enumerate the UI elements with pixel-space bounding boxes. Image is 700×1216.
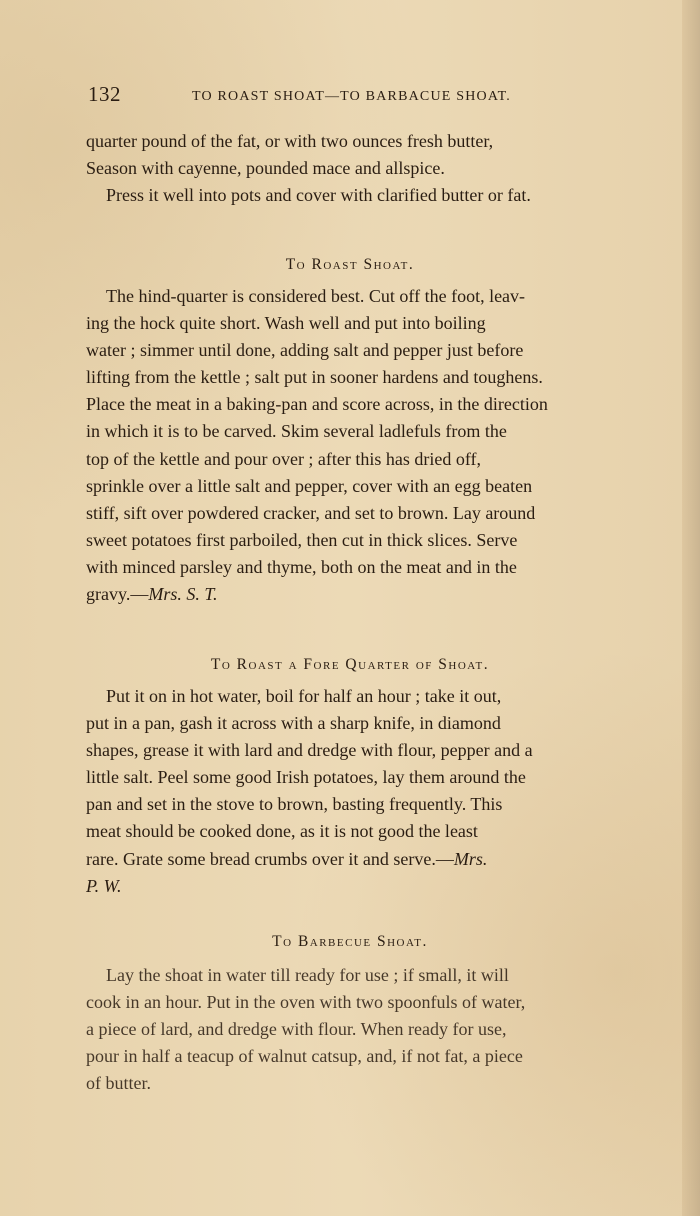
page-header [88, 82, 622, 110]
text-fragment: gravy.— [86, 584, 149, 605]
section-roast-fore-quarter-paragraph [86, 683, 678, 900]
text-line: stiff, sift over powdered cracker, and set to brown. Lay around [86, 502, 536, 523]
text-line: water ; simmer until done, adding salt and pepper just before [86, 340, 524, 361]
text-fragment: rare. Grate some bread crumbs over it and serve.— [86, 848, 454, 869]
text-line: in which it is to be carved. Skim several ladlefuls from the [86, 421, 507, 442]
text-line [86, 581, 678, 608]
section-barbecue-shoat-paragraph [86, 962, 678, 1097]
text-line: Place the meat in a baking-pan and score across, in the direction [86, 394, 548, 415]
text-line: shapes, grease it with lard and dredge with flour, pepper and a [86, 740, 533, 761]
text-line: with minced parsley and thyme, both on the meat and in the [86, 556, 517, 577]
text-line: Press it well into pots and cover with clarified butter or fat. [106, 185, 531, 206]
intro-paragraph [86, 128, 678, 209]
text-line: ing the hock quite short. Wash well and put into boiling [86, 313, 486, 334]
text-line: pour in half a teacup of walnut catsup, and, if not fat, a piece [86, 1046, 523, 1067]
text-line: quarter pound of the fat, or with two ounces fresh butter, [86, 131, 494, 151]
text-line: put in a pan, gash it across with a sharp knife, in diamond [86, 713, 501, 734]
recipe-attribution: Mrs. S. T. [148, 584, 218, 605]
text-line: Lay the shoat in water till ready for use ; if small, it will [106, 965, 509, 985]
text-line: cook in an hour. Put in the oven with two spoonfuls of water, [86, 992, 526, 1013]
text-line [86, 846, 678, 873]
running-head: TO ROAST SHOAT—TO BARBACUE SHOAT. [192, 89, 511, 104]
recipe-attribution-end: P. W. [86, 875, 122, 896]
text-line: lifting from the kettle ; salt put in sooner hardens and toughens. [86, 367, 543, 388]
text-line: pan and set in the stove to brown, basting frequently. This [86, 794, 503, 815]
text-line: Season with cayenne, pounded mace and allspice. [86, 158, 445, 179]
text-line: top of the kettle and pour over ; after this has dried off, [86, 448, 482, 469]
page-edge-shadow [682, 0, 700, 1216]
section-heading-roast-shoat: To Roast Shoat. [285, 256, 415, 273]
text-line: a piece of lard, and dredge with flour. When ready for use, [86, 1019, 507, 1040]
text-line: of butter. [86, 1073, 151, 1094]
text-line: Put it on in hot water, boil for half an hour ; take it out, [106, 686, 502, 706]
text-line: The hind-quarter is considered best. Cut off the foot, leav- [106, 286, 526, 306]
text-line: sprinkle over a little salt and pepper, cover with an egg beaten [86, 475, 533, 496]
section-heading-barbecue-shoat: To Barbecue Shoat. [272, 933, 428, 950]
page-number: 132 [88, 82, 121, 106]
text-line: little salt. Peel some good Irish potatoes, lay them around the [86, 767, 526, 788]
text-line: sweet potatoes first parboiled, then cut in thick slices. Serve [86, 529, 518, 550]
section-roast-shoat-paragraph [86, 283, 678, 608]
section-heading-roast-fore-quarter: To Roast a Fore Quarter of Shoat. [210, 656, 490, 673]
text-line: meat should be cooked done, as it is not good the least [86, 821, 478, 842]
recipe-attribution-start: Mrs. [453, 848, 488, 869]
